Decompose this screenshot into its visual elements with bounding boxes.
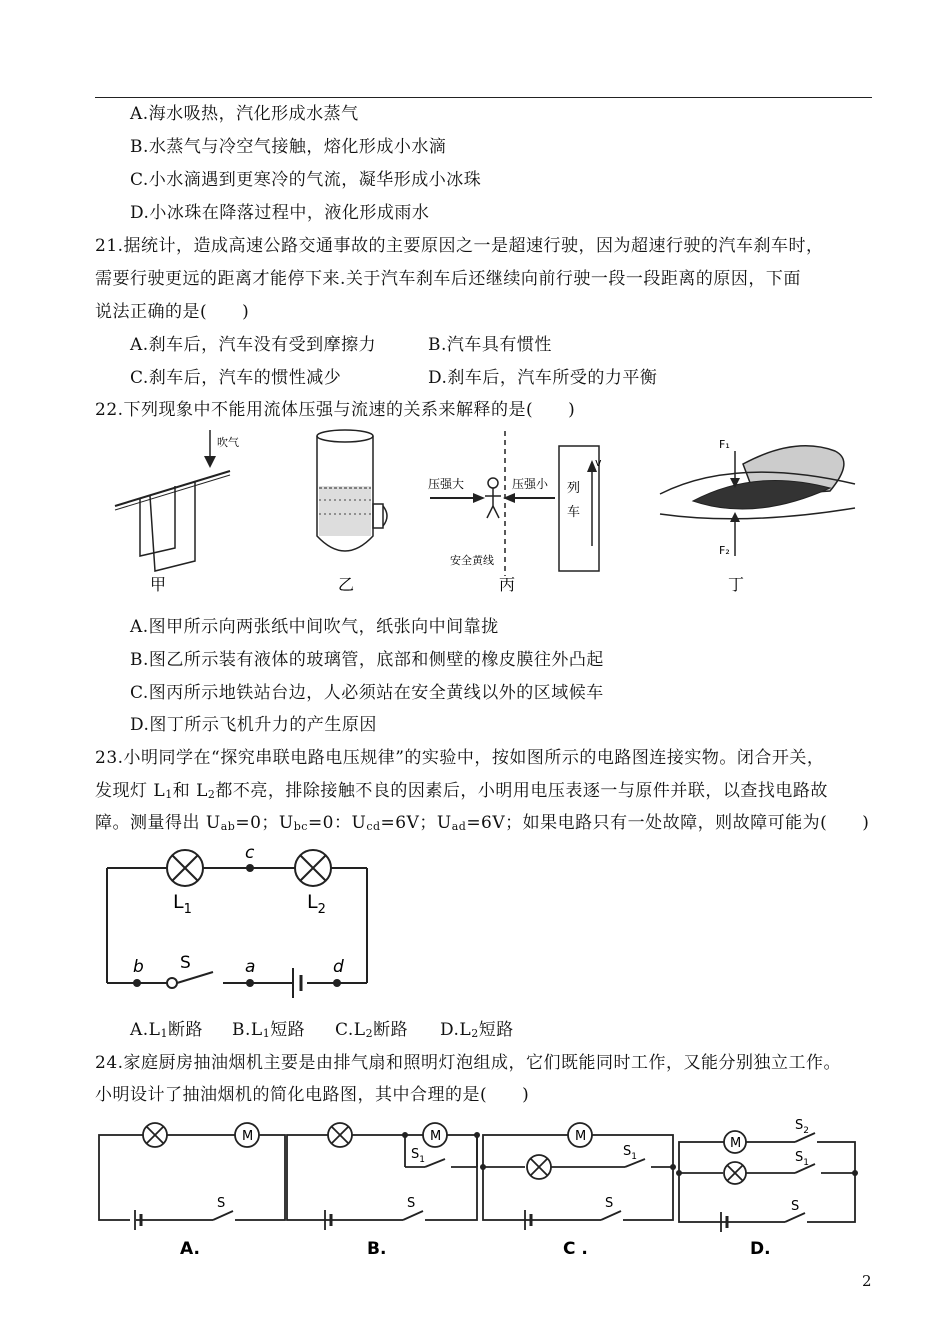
- ding-f1-label: F₁: [719, 438, 730, 451]
- c-switch-label: S: [605, 1196, 614, 1211]
- q24-circuits: [95, 1115, 875, 1265]
- q22-stem: 22.下列现象中不能用流体压强与流速的关系来解释的是( ): [95, 400, 576, 420]
- c-switch1-label: $S_1$: [623, 1144, 637, 1162]
- bing-line-label: 安全黄线: [450, 554, 494, 567]
- circuit-b-label: B.: [367, 1239, 387, 1259]
- q21-stem-line1: 21.据统计，造成高速公路交通事故的主要原因之一是超速行驶，因为超速行驶的汽车刹车时，: [95, 236, 824, 256]
- q22-option-b: B.图乙所示装有液体的玻璃管，底部和侧壁的橡皮膜往外凸起: [130, 650, 604, 670]
- prev-option-b: B.水蒸气与冷空气接触，熔化形成小水滴: [130, 137, 447, 157]
- q21-option-c: C.刹车后，汽车的惯性减少: [130, 368, 342, 388]
- bing-label: 丙: [499, 575, 516, 594]
- lamp-l2-label: $L_2$: [307, 891, 326, 917]
- figure-jia: [115, 430, 239, 594]
- bing-v-label: v: [595, 456, 602, 469]
- node-d-label: d: [333, 957, 344, 977]
- q21-stem-line3: 说法正确的是( ): [95, 302, 250, 322]
- b-motor-label: M: [430, 1129, 442, 1144]
- ding-f2-label: F₂: [719, 544, 730, 557]
- prev-option-a: A.海水吸热，汽化形成水蒸气: [130, 104, 359, 124]
- q23-stem-line3: 障。测量得出 Uab=0；Ubc=0：Ucd=6V；Uad=6V；如果电路只有一处故障，则故障可能为( ): [95, 813, 870, 833]
- q21-stem-line2: 需要行驶更远的距离才能停下来.关于汽车刹车后还继续向前行驶一段一段距离的原因，下面: [95, 269, 801, 289]
- jia-label: 甲: [150, 575, 167, 594]
- figure-ding: [660, 438, 855, 594]
- node-c-label: c: [245, 843, 255, 863]
- figure-yi: [317, 430, 387, 594]
- a-motor-label: M: [242, 1129, 254, 1144]
- q24-stem-line1: 24.家庭厨房抽油烟机主要是由排气扇和照明灯泡组成，它们既能同时工作，又能分别独立工作。: [95, 1053, 842, 1073]
- q22-option-c: C.图丙所示地铁站台边，人必须站在安全黄线以外的区域候车: [130, 683, 604, 703]
- header-rule: [95, 97, 872, 98]
- q23-stem-line1: 23.小明同学在“探究串联电路电压规律”的实验中，按如图所示的电路图连接实物。闭合开关，: [95, 748, 825, 768]
- q23-circuit: [95, 840, 385, 1005]
- figure-bing: [428, 431, 602, 594]
- q23-option-b: B.L1短路: [232, 1020, 306, 1040]
- circuit-c-label: C .: [563, 1239, 588, 1259]
- q22-figure: [95, 426, 872, 601]
- bing-train-char1: 列: [567, 481, 581, 496]
- q23-option-a: A.L1断路: [130, 1020, 203, 1040]
- prev-option-c: C.小水滴遇到更寒冷的气流，凝华形成小冰珠: [130, 170, 482, 190]
- q21-option-a: A.刹车后，汽车没有受到摩擦力: [130, 335, 377, 355]
- q24-stem-line2: 小明设计了抽油烟机的简化电路图，其中合理的是( ): [95, 1085, 530, 1105]
- ding-label: 丁: [728, 575, 745, 594]
- jia-blow-label: 吹气: [217, 436, 239, 449]
- page-number: 2: [862, 1272, 872, 1290]
- b-switch1-label: $S_1$: [411, 1147, 425, 1165]
- circuit-a-label: A.: [180, 1239, 200, 1259]
- switch-s-label: S: [180, 953, 191, 973]
- bing-big-label: 压强大: [428, 477, 465, 491]
- node-a-label: a: [245, 957, 256, 977]
- d-switch1-label: $S_1$: [795, 1150, 809, 1168]
- prev-option-d: D.小冰珠在降落过程中，液化形成雨水: [130, 203, 430, 223]
- q21-option-d: D.刹车后，汽车所受的力平衡: [428, 368, 658, 388]
- q21-option-b: B.汽车具有惯性: [428, 335, 552, 355]
- a-switch-label: S: [217, 1196, 226, 1211]
- c-motor-label: M: [575, 1129, 587, 1144]
- q22-option-a: A.图甲所示向两张纸中间吹气，纸张向中间靠拢: [130, 617, 499, 637]
- circuit-d-label: D.: [750, 1239, 771, 1259]
- q23-stem-line2: 发现灯 L1和 L2都不亮，排除接触不良的因素后，小明用电压表逐一与原件并联，以查找电路故: [95, 781, 828, 801]
- q22-option-d: D.图丁所示飞机升力的产生原因: [130, 715, 377, 735]
- q23-option-c: C.L2断路: [335, 1020, 409, 1040]
- yi-label: 乙: [338, 575, 355, 594]
- node-b-label: b: [133, 957, 144, 977]
- q23-option-d: D.L2短路: [440, 1020, 514, 1040]
- d-motor-label: M: [730, 1136, 742, 1151]
- bing-train-char2: 车: [567, 505, 581, 520]
- bing-small-label: 压强小: [512, 477, 549, 491]
- d-switch-label: S: [791, 1199, 800, 1214]
- lamp-l1-label: $L_1$: [173, 891, 192, 917]
- b-switch-label: S: [407, 1196, 416, 1211]
- d-switch2-label: $S_2$: [795, 1118, 809, 1136]
